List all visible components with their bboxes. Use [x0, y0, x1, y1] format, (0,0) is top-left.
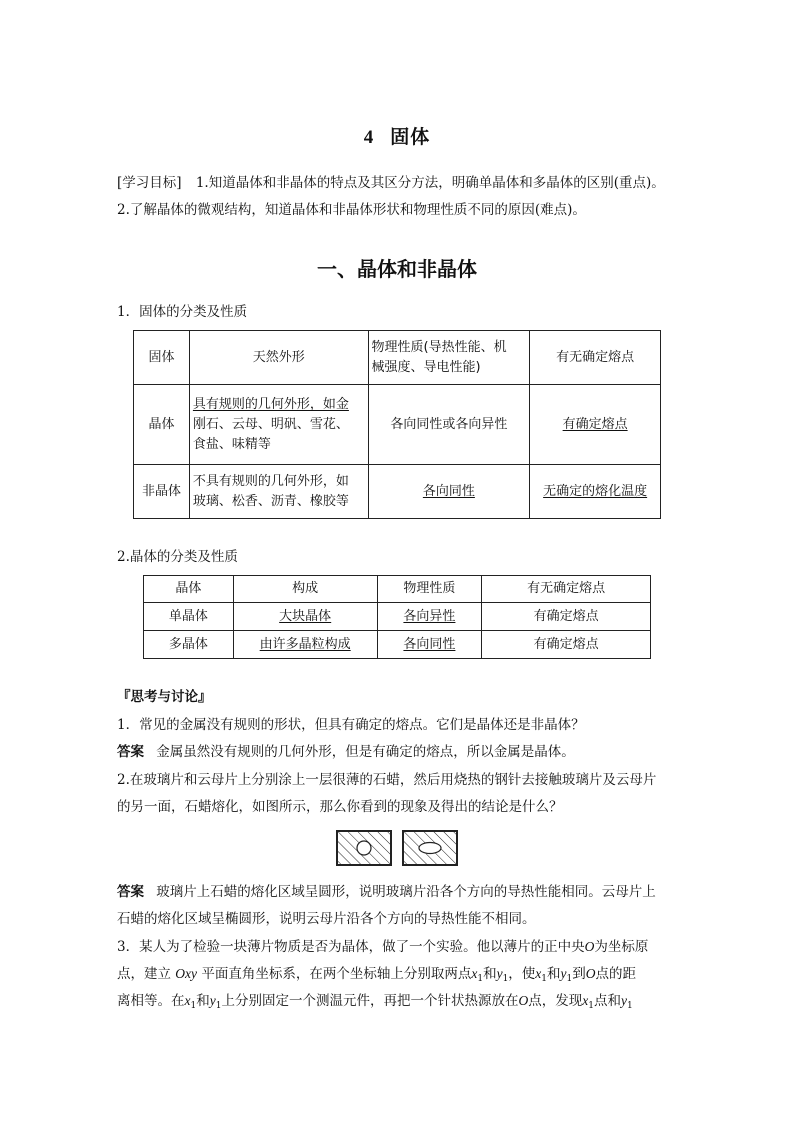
q3-text: 为坐标原	[594, 939, 649, 955]
question-1: 1．常见的金属没有规则的形状，但具有确定的熔点。它们是晶体还是非晶体？	[117, 717, 585, 733]
q3-text: 和	[196, 993, 210, 1009]
q3-var-o: O	[584, 939, 595, 954]
table-cell: 各向同性	[377, 631, 482, 659]
q3-text: 点，建立	[117, 966, 171, 982]
cell-line: 不具有规则的几何外形，如	[192, 473, 349, 489]
table-cell: 各向异性	[377, 603, 482, 631]
header-line: 械强度、导电性能)	[371, 359, 481, 375]
q3-sub: 1	[215, 1001, 222, 1011]
cell-line: 刚石、云母、明矾、雪花、	[192, 416, 349, 432]
glass-plate-figure	[336, 830, 392, 866]
table-cell: 有确定熔点	[530, 385, 661, 465]
cell-line: 食盐、味精等	[192, 436, 271, 452]
header-line: 物理性质(导热性能、机	[371, 339, 507, 355]
q3-var-y: y	[496, 966, 503, 981]
table-row	[144, 603, 651, 631]
q3-sub: 1	[566, 974, 573, 984]
q3-sub: 1	[541, 974, 548, 984]
q3-var-o: O	[518, 993, 529, 1008]
answer-label: 答案	[117, 744, 144, 760]
q3-var-y: y	[209, 993, 216, 1008]
table-cell	[189, 465, 368, 519]
table-row	[144, 631, 651, 659]
melt-circle	[357, 841, 371, 855]
part2-heading: 2.晶体的分类及性质	[117, 549, 238, 565]
q3-text: 点和	[593, 993, 621, 1009]
section-title: 一、晶体和非晶体	[317, 257, 477, 281]
question-3-line-2	[117, 964, 687, 989]
table-cell: 大块晶体	[233, 603, 377, 631]
objectives-line-1	[117, 173, 687, 193]
answer-1	[117, 742, 687, 762]
q3-var-x: x	[535, 966, 542, 981]
q3-var-x: x	[582, 993, 589, 1008]
table-cell: 有确定熔点	[482, 603, 651, 631]
table-cell: 非晶体	[134, 465, 190, 519]
table-cell: 多晶体	[144, 631, 234, 659]
mica-plate-figure	[402, 830, 458, 866]
part1-heading: 1．固体的分类及性质	[117, 304, 248, 320]
table-header-cell: 物理性质	[377, 576, 482, 603]
mica-plate-svg	[404, 832, 456, 864]
table-header-cell: 固体	[134, 331, 190, 385]
q3-text: 和	[483, 966, 497, 982]
q3-sub: 1	[588, 1001, 594, 1011]
table-header-cell: 晶体	[144, 576, 234, 603]
table-header-cell: 构成	[233, 576, 377, 603]
table-header-row	[144, 576, 651, 603]
table-cell: 单晶体	[144, 603, 234, 631]
table-cell: 由许多晶粒构成	[233, 631, 377, 659]
crystal-classification-table	[143, 575, 651, 659]
table-cell: 各向同性或各向异性	[368, 385, 530, 465]
lesson-number: 4	[363, 127, 375, 148]
q3-sub: 1	[190, 1001, 197, 1011]
table-header-cell: 有无确定熔点	[530, 331, 661, 385]
table-header-cell	[368, 331, 530, 385]
q3-var-x: x	[471, 966, 478, 981]
q3-text: 和	[547, 966, 561, 982]
table-header-row	[134, 331, 661, 385]
table-row	[134, 465, 661, 519]
objective-1: 1.知道晶体和非晶体的特点及其区分方法，明确单晶体和多晶体的区别(重点)。	[195, 175, 665, 191]
table-cell: 无确定的熔化温度	[530, 465, 661, 519]
q3-var-y: y	[560, 966, 567, 981]
answer-1-text: 金属虽然没有规则的几何外形，但是有确定的熔点，所以金属是晶体。	[156, 744, 575, 760]
q3-sub: 1	[477, 974, 484, 984]
q3-sub: 1	[502, 974, 509, 984]
q3-var-o: O	[585, 966, 596, 981]
cell-line: 玻璃、松香、沥青、橡胶等	[192, 493, 349, 509]
question-2-line-2: 的另一面，石蜡熔化，如图所示，那么你看到的现象及得出的结论是什么？	[117, 799, 563, 815]
table-cell: 各向同性	[368, 465, 530, 519]
answer-2-text: 玻璃片上石蜡的熔化区域呈圆形，说明玻璃片沿各个方向的导热性能相同。云母片上	[156, 884, 656, 900]
q3-text: 点，发现	[528, 993, 583, 1009]
discussion-heading: 『思考与讨论』	[117, 689, 212, 705]
q3-text: 平面直角坐标系，在两个坐标轴上分别取两点	[201, 966, 472, 982]
q3-text: 离相等。在	[117, 993, 185, 1009]
q3-var-y: y	[620, 993, 627, 1008]
objectives-tag: [学习目标]	[117, 175, 182, 191]
table-header-cell: 天然外形	[189, 331, 368, 385]
answer-2-line-1	[117, 882, 687, 902]
solid-classification-table	[133, 330, 661, 519]
q3-text: 点的距	[595, 966, 637, 982]
question-2-line-1: 2.在玻璃片和云母片上分别涂上一层很薄的石蜡，然后用烧热的钢针去接触玻璃片及云母片	[117, 772, 657, 788]
answer-2-line-2: 石蜡的熔化区域呈椭圆形，说明云母片沿各个方向的导热性能不相同。	[117, 911, 536, 927]
q3-text: 到	[572, 966, 586, 982]
q3-text: 3．某人为了检验一块薄片物质是否为晶体，做了一个实验。他以薄片的正中央	[117, 939, 585, 955]
answer-label: 答案	[117, 884, 144, 900]
q3-var-oxy: Oxy	[175, 966, 198, 981]
q3-text: ，使	[508, 966, 536, 982]
lesson-title	[0, 122, 794, 149]
q3-var-x: x	[184, 993, 191, 1008]
question-3-line-3	[117, 991, 687, 1016]
question-3-line-1	[117, 937, 687, 957]
q3-sub: 1	[626, 1001, 633, 1011]
glass-plate-svg	[338, 832, 390, 864]
q3-text: 上分别固定一个测温元件，再把一个针状热源放在	[221, 993, 519, 1009]
objective-2: 2.了解晶体的微观结构，知道晶体和非晶体形状和物理性质不同的原因(难点)。	[117, 202, 586, 218]
table-cell: 晶体	[134, 385, 190, 465]
melt-ellipse	[419, 843, 441, 854]
table-cell	[189, 385, 368, 465]
table-cell: 有确定熔点	[482, 631, 651, 659]
cell-line: 具有规则的几何外形，如金	[192, 396, 349, 412]
table-row	[134, 385, 661, 465]
lesson-title-text: 固体	[390, 126, 431, 148]
table-header-cell: 有无确定熔点	[482, 576, 651, 603]
